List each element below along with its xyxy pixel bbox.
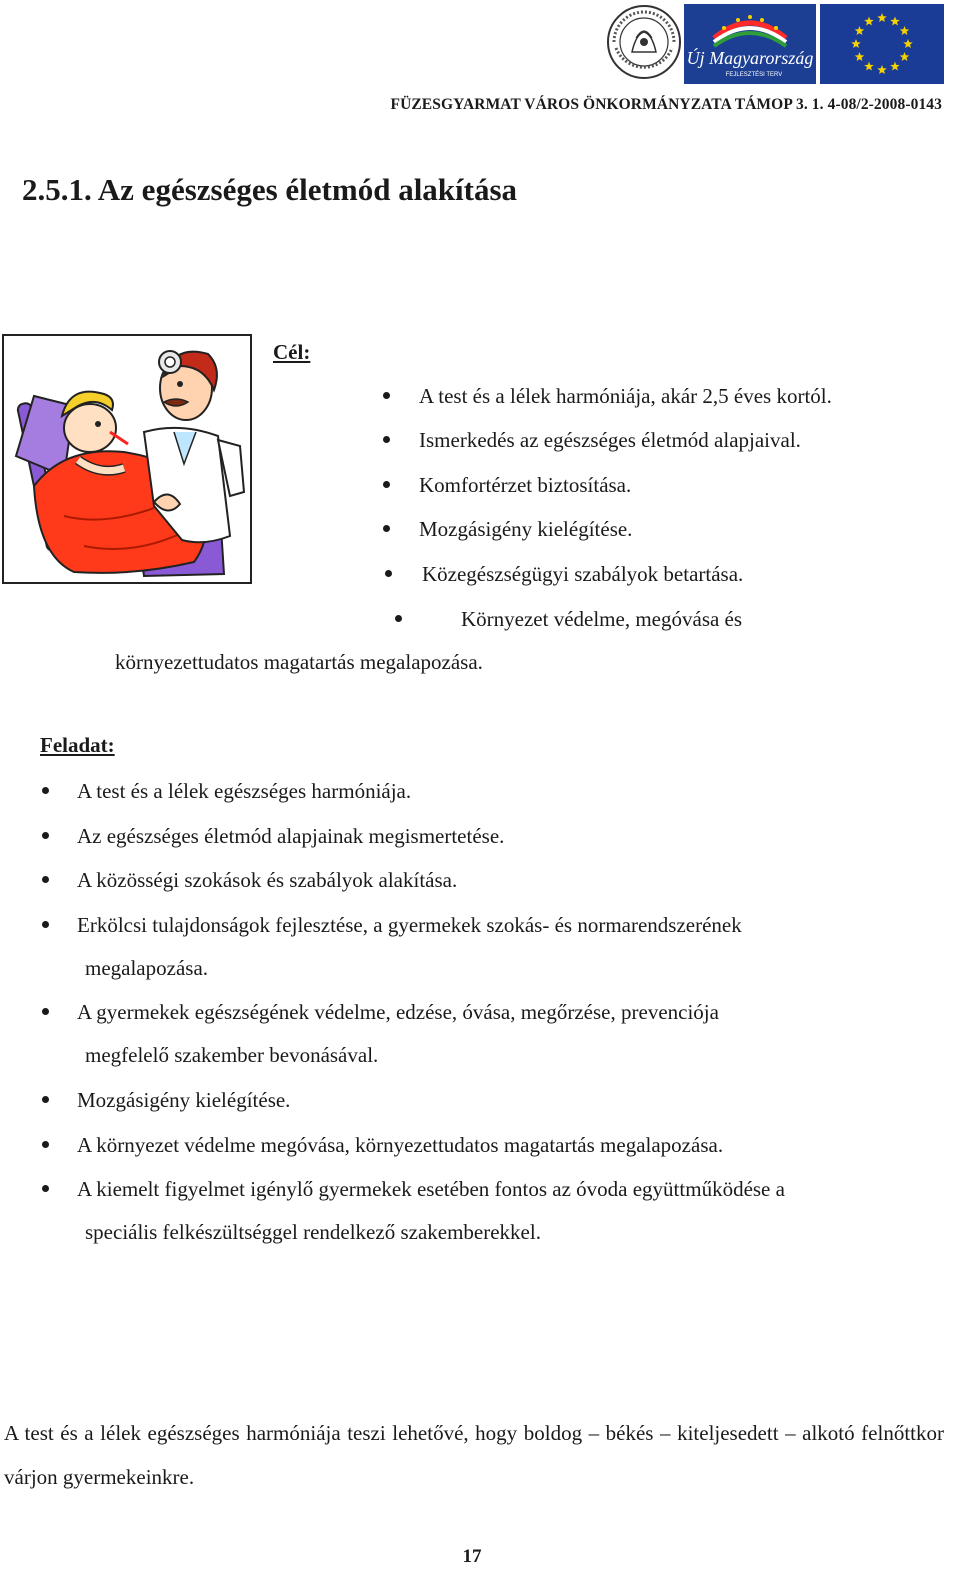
header-project-line: FÜZESGYARMAT VÁROS ÖNKORMÁNYZATA TÁMOP 3. 1. 4-08/2-2008-0143: [390, 96, 942, 113]
cel-item: Mozgásigény kielégítése.: [419, 517, 633, 541]
eu-star-icon: [855, 26, 865, 35]
bullet-icon: [42, 1185, 49, 1192]
eu-star-icon: [851, 39, 861, 48]
bullet-icon: [383, 525, 390, 532]
feladat-item-continuation: megfelelő szakember bevonásával.: [85, 1043, 379, 1067]
feladat-item: Erkölcsi tulajdonságok fejlesztése, a gyermekek szokás- és normarendszerének: [77, 913, 742, 937]
cel-item: A test és a lélek harmóniája, akár 2,5 éves kortól.: [419, 384, 832, 408]
eu-star-icon: [890, 62, 900, 71]
cel-item: Környezet védelme, megóvása és: [461, 607, 743, 631]
bullet-icon: [42, 1008, 49, 1015]
eu-star-icon: [855, 52, 865, 61]
cel-item: Közegészségügyi szabályok betartása.: [422, 562, 744, 586]
cel-item-continuation: környezettudatos magatartás megalapozása.: [115, 650, 483, 674]
doctor-and-sick-child-illustration: [2, 334, 252, 584]
eu-star-icon: [900, 52, 910, 61]
bullet-icon: [42, 1096, 49, 1103]
eu-star-icon: [890, 16, 900, 25]
uj-magyarorszag-logo: [684, 4, 816, 84]
bullet-icon: [395, 615, 402, 622]
logo-um-sub: FEJLESZTÉSI TERV: [725, 72, 783, 78]
feladat-item: A gyermekek egészségének védelme, edzése, óvása, megőrzése, prevenciója: [77, 1000, 719, 1024]
feladat-item: A közösségi szokások és szabályok alakítása.: [77, 868, 458, 892]
feladat-item: A test és a lélek egészséges harmóniája.: [77, 779, 412, 803]
feladat-item-continuation: megalapozása.: [85, 956, 209, 980]
feladat-item-continuation: speciális felkészültséggel rendelkező szakemberekkel.: [85, 1220, 541, 1244]
feladat-item: Az egészséges életmód alapjainak megismertetése.: [77, 824, 505, 848]
bullet-icon: [42, 787, 49, 794]
bullet-icon: [385, 570, 392, 577]
feladat-heading: Feladat:: [40, 733, 115, 757]
eu-flag-icon: [820, 4, 944, 84]
bullet-icon: [42, 1141, 49, 1148]
feladat-item: A kiemelt figyelmet igénylő gyermekek esetében fontos az óvoda együttműködése a: [77, 1177, 785, 1201]
school-seal-icon: [606, 4, 682, 80]
eu-star-icon: [877, 65, 887, 74]
feladat-item: A környezet védelme megóvása, környezettudatos magatartás megalapozása.: [77, 1133, 724, 1157]
cel-item: Ismerkedés az egészséges életmód alapjaival.: [419, 428, 801, 452]
cel-item: Komfortérzet biztosítása.: [419, 473, 632, 497]
closing-paragraph: A test és a lélek egészséges harmóniája teszi lehetővé, hogy boldog – békés – kiteljesedett – alkotó felnőttkor várjon gyermekeinkre.: [4, 1421, 944, 1489]
bullet-icon: [42, 921, 49, 928]
page-title: 2.5.1. Az egészséges életmód alakítása: [22, 172, 518, 207]
bullet-icon: [383, 392, 390, 399]
eu-star-icon: [900, 26, 910, 35]
cel-heading: Cél:: [273, 340, 311, 364]
eu-star-icon: [877, 13, 887, 22]
feladat-item: Mozgásigény kielégítése.: [77, 1088, 291, 1112]
page-number: 17: [462, 1546, 482, 1567]
bullet-icon: [42, 876, 49, 883]
bullet-icon: [383, 436, 390, 443]
bullet-icon: [383, 481, 390, 488]
eu-star-icon: [864, 16, 874, 25]
logo-um-text: Új Magyarország: [686, 48, 814, 68]
eu-star-icon: [864, 62, 874, 71]
bullet-icon: [42, 832, 49, 839]
eu-star-icon: [903, 39, 913, 48]
